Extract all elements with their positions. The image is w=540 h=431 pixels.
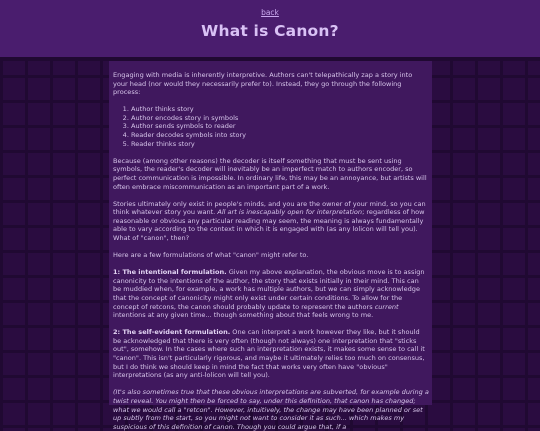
intro-paragraph: Engaging with media is inherently interpretive. Authors can't telepathically zap a story into your head (nor would they necessarily prefer to). Instead, they go through the following process:: [113, 71, 413, 97]
process-step-1: 1. Author thinks story: [131, 105, 432, 114]
page-title: What is Canon?: [201, 22, 339, 40]
back-link[interactable]: back: [261, 8, 279, 17]
process-step-2: 2. Author encodes story in symbols: [131, 114, 432, 123]
stories-paragraph: [113, 200, 429, 243]
formulations-intro-paragraph: Here are a few formulations of what "canon" might refer to.: [113, 251, 309, 260]
formulation-2-heading: 2: The self-evident formulation.: [113, 328, 231, 337]
aside-paragraph: (It's also sometimes true that these obvious interpretations are subverted, for example during a twist reveal. You might then be forced to say, under this definition, that canon has changed; what we would call a "retcon". However, intuitively, the change may have been planned or set up subtly from the start, so you might not want to consider it as such... which makes my suspicious of this definition of canon. Though you could argue that, if a: [113, 388, 429, 431]
stories-text-before: Stories ultimately only exist in people's minds, and you are the owner of your mind, so you can think whatever story you want.: [113, 199, 426, 217]
formulation-1-text-before: Given my above explanation, the obvious move is to assign canonicity to the intentions of the author, the story that exists initially in their mind. This can be muddied when, for example, a work has multiple authors, but we can simply acknowledge that the concept of canonicity might only exist under certain conditions. To allow for the concept of retcons, the canon should probably update to represent the authors: [113, 268, 425, 311]
formulation-1-emphasis: current: [374, 302, 399, 311]
formulation-2-body: One can interpret a work however they like, but it should be acknowledged that there is very often (though not always) one interpretation that "sticks out", somehow. In the cases where such an interpretation exists, it makes some sense to call it "canon". This isn't particularly rigorous, and maybe it ultimately relies too much on consensus, but I do think we should keep in mind the fact that works very often have "obvious" interpretations (as any anti-lolicon will tell you).: [113, 328, 425, 380]
stories-emphasis: All art is inescapably open for interpretation: [217, 208, 363, 217]
formulation-1-paragraph: [113, 268, 429, 320]
process-step-5: 5. Reader thinks story: [131, 140, 432, 149]
process-step-3: 3. Author sends symbols to reader: [131, 122, 432, 131]
stories-text-after: ; regardless of how reasonable or obvious any particular reading may seem, the meaning is always fundamentally able to vary according to the context in which it is engaged with (as any lolicon will tell you). What of "canon", then?: [113, 208, 425, 242]
page-header: [0, 0, 540, 57]
formulation-1-text-after: intentions at any given time... though something about that feels wrong to me.: [113, 311, 374, 320]
process-step-4: 4. Reader decodes symbols into story: [131, 131, 432, 140]
process-list: [113, 105, 432, 148]
article-content: [109, 61, 432, 431]
formulation-2-paragraph: [113, 328, 429, 380]
decoder-paragraph: Because (among other reasons) the decoder is itself something that must be sent using symbols, the reader's decoder will inevitably be an imperfect match to authors encoder, so perfect communication is impossible. In ordinary life, this may be an annoyance, but artists will often embrace miscommunication as an important part of a work.: [113, 156, 427, 191]
formulation-1-heading: 1: The intentional formulation.: [113, 268, 227, 277]
